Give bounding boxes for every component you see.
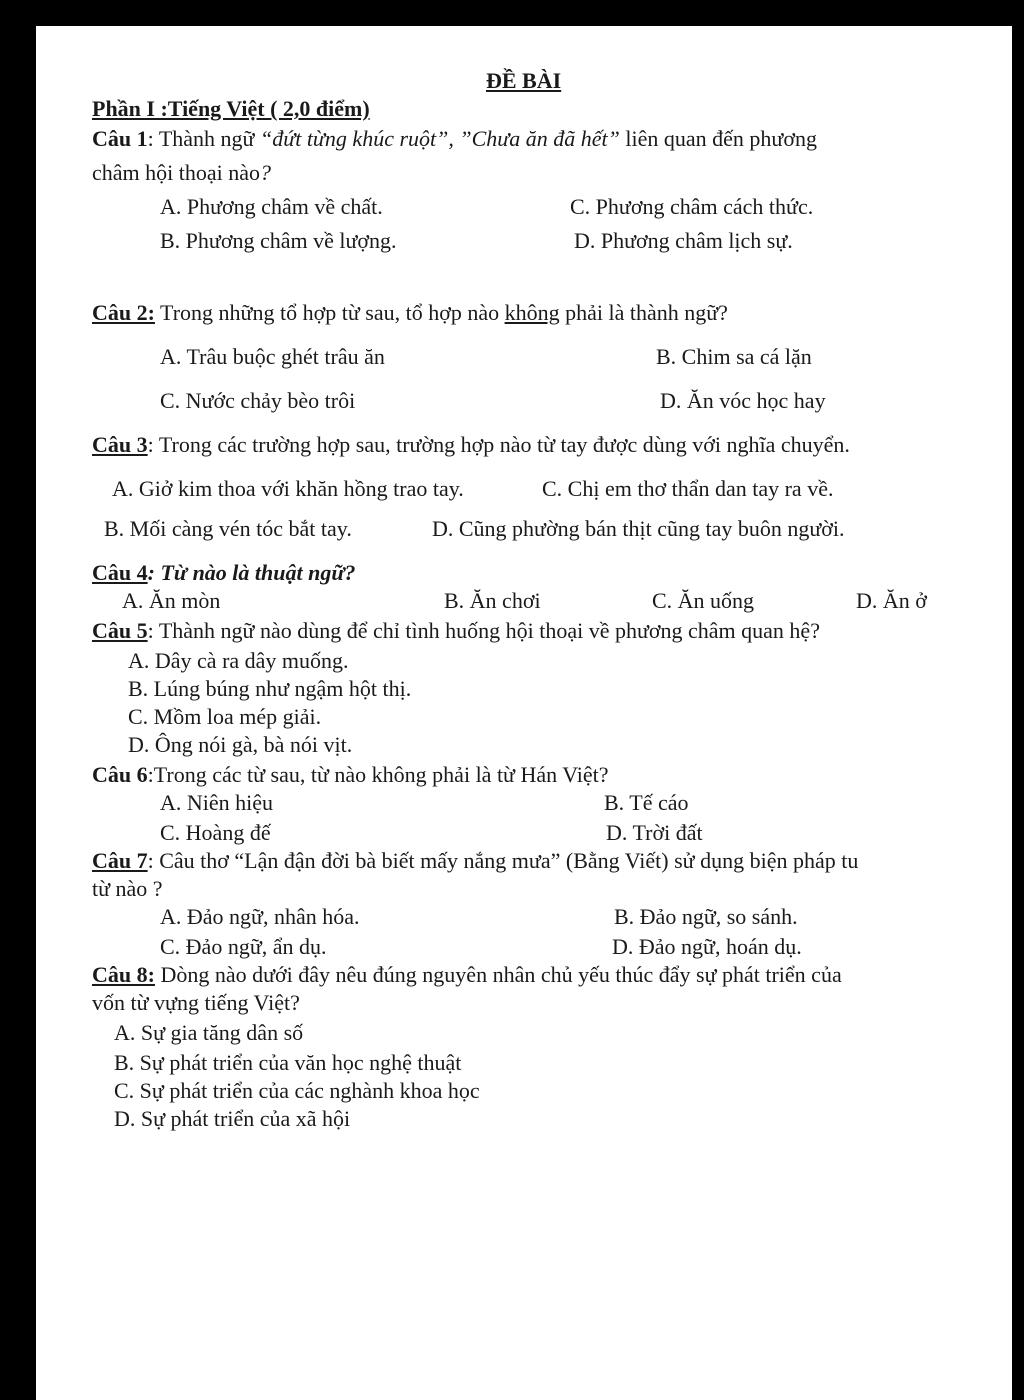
q7-option-a: A. Đảo ngữ, nhân hóa. — [160, 904, 360, 929]
q4-option-a: A. Ăn mòn — [122, 588, 221, 613]
q3-option-b: B. Mối càng vén tóc bắt tay. — [104, 516, 352, 541]
q7-option-b: B. Đảo ngữ, so sánh. — [614, 904, 798, 929]
question-1-label: Câu 1 — [92, 126, 148, 151]
question-7-text: : Câu thơ “Lận đận đời bà biết mấy nắng mưa” (Bằng Viết) sử dụng biện pháp tu — [147, 848, 859, 873]
page-title: ĐỀ BÀI — [486, 68, 562, 93]
question-3 — [92, 432, 850, 458]
q4-option-c: C. Ăn uống — [652, 588, 755, 613]
q8-option-b: B. Sự phát triển của văn học nghệ thuật — [114, 1050, 462, 1075]
q1-option-b: B. Phương châm về lượng. — [160, 228, 397, 253]
question-7-line2: từ nào ? — [92, 876, 163, 901]
question-8-text: Dòng nào dưới đây nêu đúng nguyên nhân chủ yếu thúc đẩy sự phát triển của — [154, 962, 842, 987]
question-1-quote: “đứt từng khúc ruột”, ”Chưa ăn đã hết” — [259, 126, 620, 151]
q1-option-a: A. Phương châm về chất. — [160, 194, 383, 219]
q4-option-d: D. Ăn ở — [856, 588, 927, 613]
q2-option-d: D. Ăn vóc học hay — [660, 388, 826, 413]
q1-option-c: C. Phương châm cách thức. — [570, 194, 814, 219]
q5-option-a: A. Dây cà ra dây muống. — [128, 648, 349, 673]
question-2-text-end: phải là thành ngữ? — [559, 300, 728, 325]
question-7 — [92, 848, 858, 874]
q7-option-d: D. Đảo ngữ, hoán dụ. — [612, 934, 802, 959]
question-3-text: : Trong các trường hợp sau, trường hợp nào từ tay được dùng với nghĩa chuyển. — [147, 432, 850, 457]
question-7-label: Câu 7 — [92, 848, 148, 873]
question-5-text: : Thành ngữ nào dùng để chỉ tình huống hội thoại về phương châm quan hệ? — [147, 618, 820, 643]
question-2-label: Câu 2: — [92, 300, 155, 325]
question-3-label: Câu 3 — [92, 432, 148, 457]
q6-option-c: C. Hoàng đế — [160, 820, 271, 845]
q7-option-c: C. Đảo ngữ, ẩn dụ. — [160, 934, 327, 959]
question-4-text: : Từ nào là thuật ngữ? — [147, 560, 356, 585]
q6-option-b: B. Tế cáo — [604, 790, 689, 815]
q8-option-a: A. Sự gia tăng dân số — [114, 1020, 304, 1045]
question-5-label: Câu 5 — [92, 618, 148, 643]
question-1-text-end: châm hội thoại nào — [92, 160, 261, 185]
question-4 — [92, 560, 356, 586]
question-4-label: Câu 4 — [92, 560, 148, 585]
q3-option-c: C. Chị em thơ thẩn dan tay ra về. — [542, 476, 834, 501]
q5-option-c: C. Mồm loa mép giải. — [128, 704, 322, 729]
exam-page — [36, 26, 1012, 1400]
section-heading: Phần I :Tiếng Việt ( 2,0 điểm) — [92, 96, 370, 121]
question-8-label: Câu 8: — [92, 962, 155, 987]
q1-option-d: D. Phương châm lịch sự. — [574, 228, 793, 253]
question-1-text-cont: liên quan đến phương — [619, 126, 817, 151]
q6-option-d: D. Trời đất — [606, 820, 703, 845]
question-6-text: :Trong các từ sau, từ nào không phải là từ Hán Việt? — [147, 762, 609, 787]
q4-option-b: B. Ăn chơi — [444, 588, 541, 613]
question-2-text: Trong những tổ hợp từ sau, tổ hợp nào — [154, 300, 505, 325]
q3-option-d: D. Cũng phường bán thịt cũng tay buôn người. — [432, 516, 845, 541]
q6-option-a: A. Niên hiệu — [160, 790, 274, 815]
q2-option-c: C. Nước chảy bèo trôi — [160, 388, 356, 413]
question-8 — [92, 962, 842, 988]
q5-option-b: B. Lúng búng như ngậm hột thị. — [128, 676, 412, 701]
question-8-line2: vốn từ vựng tiếng Việt? — [92, 990, 300, 1015]
q8-option-c: C. Sự phát triển của các nghành khoa học — [114, 1078, 480, 1103]
q8-option-d: D. Sự phát triển của xã hội — [114, 1106, 351, 1131]
question-6-label: Câu 6 — [92, 762, 148, 787]
question-6 — [92, 762, 609, 788]
question-5 — [92, 618, 820, 644]
q5-option-d: D. Ông nói gà, bà nói vịt. — [128, 732, 353, 757]
q2-option-a: A. Trâu buộc ghét trâu ăn — [160, 344, 385, 369]
question-1-qmark: ? — [260, 160, 272, 185]
question-2 — [92, 300, 728, 326]
question-1-line2 — [92, 160, 271, 186]
question-1-text: : Thành ngữ — [147, 126, 260, 151]
question-2-emphasis: không — [504, 300, 560, 325]
q2-option-b: B. Chim sa cá lặn — [656, 344, 812, 369]
q3-option-a: A. Giở kim thoa với khăn hồng trao tay. — [112, 476, 464, 501]
question-1 — [92, 126, 817, 152]
